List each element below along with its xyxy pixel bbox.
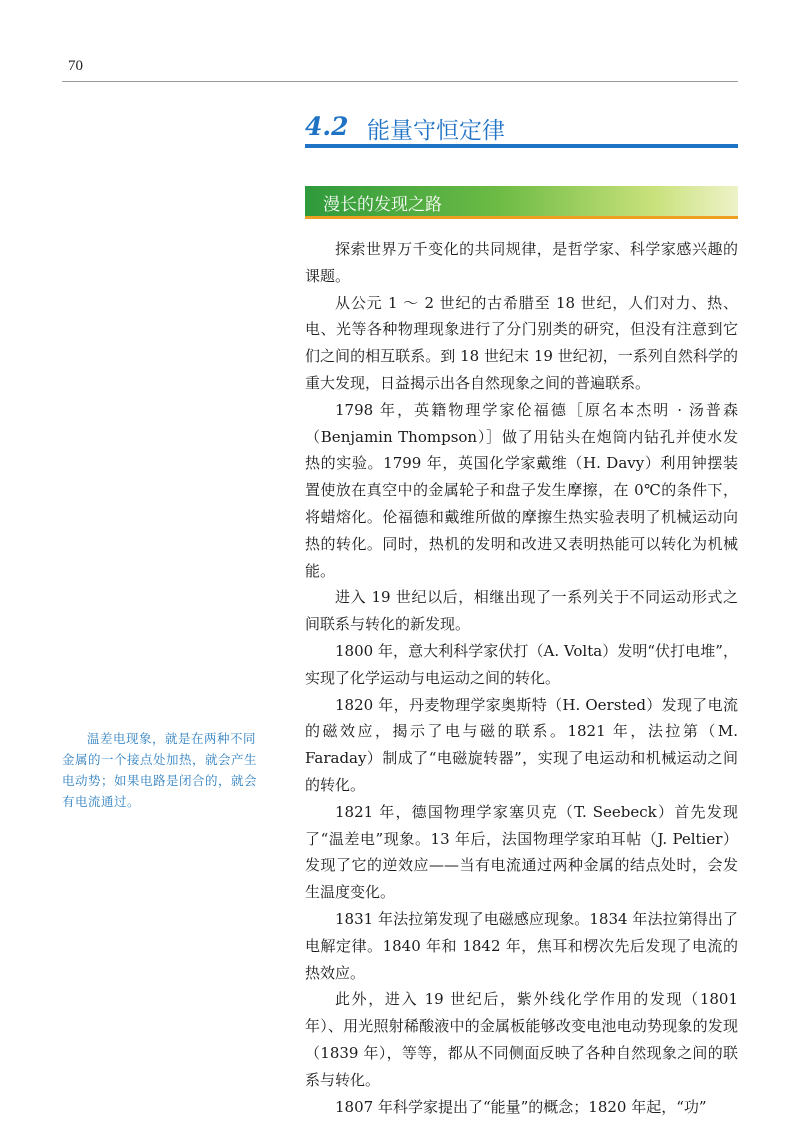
section-heading [305, 108, 738, 148]
paragraph: 1820 年，丹麦物理学家奥斯特（H. Oersted）发现了电流的磁效应，揭示了电与磁的联系。1821 年，法拉第（M. Faraday）制成了“电磁旋转器”，实现了电运动和机械运动之间的转化。 [305, 695, 738, 794]
paragraph: 1807 年科学家提出了“能量”的概念；1820 年起，“功” [335, 1097, 707, 1116]
section-rule [305, 144, 738, 148]
paragraph: 1800 年，意大利科学家伏打（A. Volta）发明“伏打电堆”，实现了化学运动与电运动之间的转化。 [305, 641, 738, 687]
paragraph: 探索世界万千变化的共同规律，是哲学家、科学家感兴趣的课题。 [305, 240, 738, 285]
subsection-title: 漫长的发现之路 [323, 195, 442, 215]
header-rule [62, 81, 738, 82]
paragraph: 1798 年，英籍物理学家伦福德［原名本杰明 · 汤普森（Benjamin Thompson）］做了用钻头在炮筒内钻孔并使水发热的实验。1799 年，英国化学家戴维（H. Davy）利用钟摆装置使放在真空中的金属轮子和盘子发生摩擦，在 0℃的条件下，将蜡熔化。伦福德和戴维所做的摩擦生热实验表明了机械运动向热的转化。同时，热机的发明和改进又表明热能可以转化为机械能。 [305, 400, 738, 580]
paragraph: 从公元 1 ～ 2 世纪的古希腊至 18 世纪，人们对力、热、电、光等各种物理现象进行了分门别类的研究，但没有注意到它们之间的相互联系。到 18 世纪末 19 世纪初，一系列自然科学的重大发现，日益揭示出各自然现象之间的普遍联系。 [305, 293, 738, 392]
paragraph: 进入 19 世纪以后，相继出现了一系列关于不同运动形式之间联系与转化的新发现。 [305, 588, 738, 634]
body-text [305, 236, 738, 1120]
margin-note: 温差电现象，就是在两种不同金属的一个接点处加热，就会产生电动势；如果电路是闭合的，就会有电流通过。 [62, 731, 258, 809]
subsection-banner [305, 186, 738, 219]
page-number: 70 [68, 58, 83, 74]
paragraph: 1831 年法拉第发现了电磁感应现象。1834 年法拉第得出了电解定律。1840 年和 1842 年，焦耳和楞次先后发现了电流的热效应。 [305, 909, 738, 982]
paragraph: 1821 年，德国物理学家塞贝克（T. Seebeck）首先发现了“温差电”现象。13 年后，法国物理学家珀耳帖（J. Peltier）发现了它的逆效应——当有电流通过两种金属的结点处时，会发生温度变化。 [305, 802, 738, 902]
paragraph: 此外，进入 19 世纪后，紫外线化学作用的发现（1801 年）、用光照射稀酸液中的金属板能够改变电池电动势现象的发现（1839 年），等等，都从不同侧面反映了各种自然现象之间的联系与转化。 [305, 990, 738, 1089]
section-number: 4.2 [305, 112, 349, 141]
section-title: 能量守恒定律 [367, 118, 505, 144]
